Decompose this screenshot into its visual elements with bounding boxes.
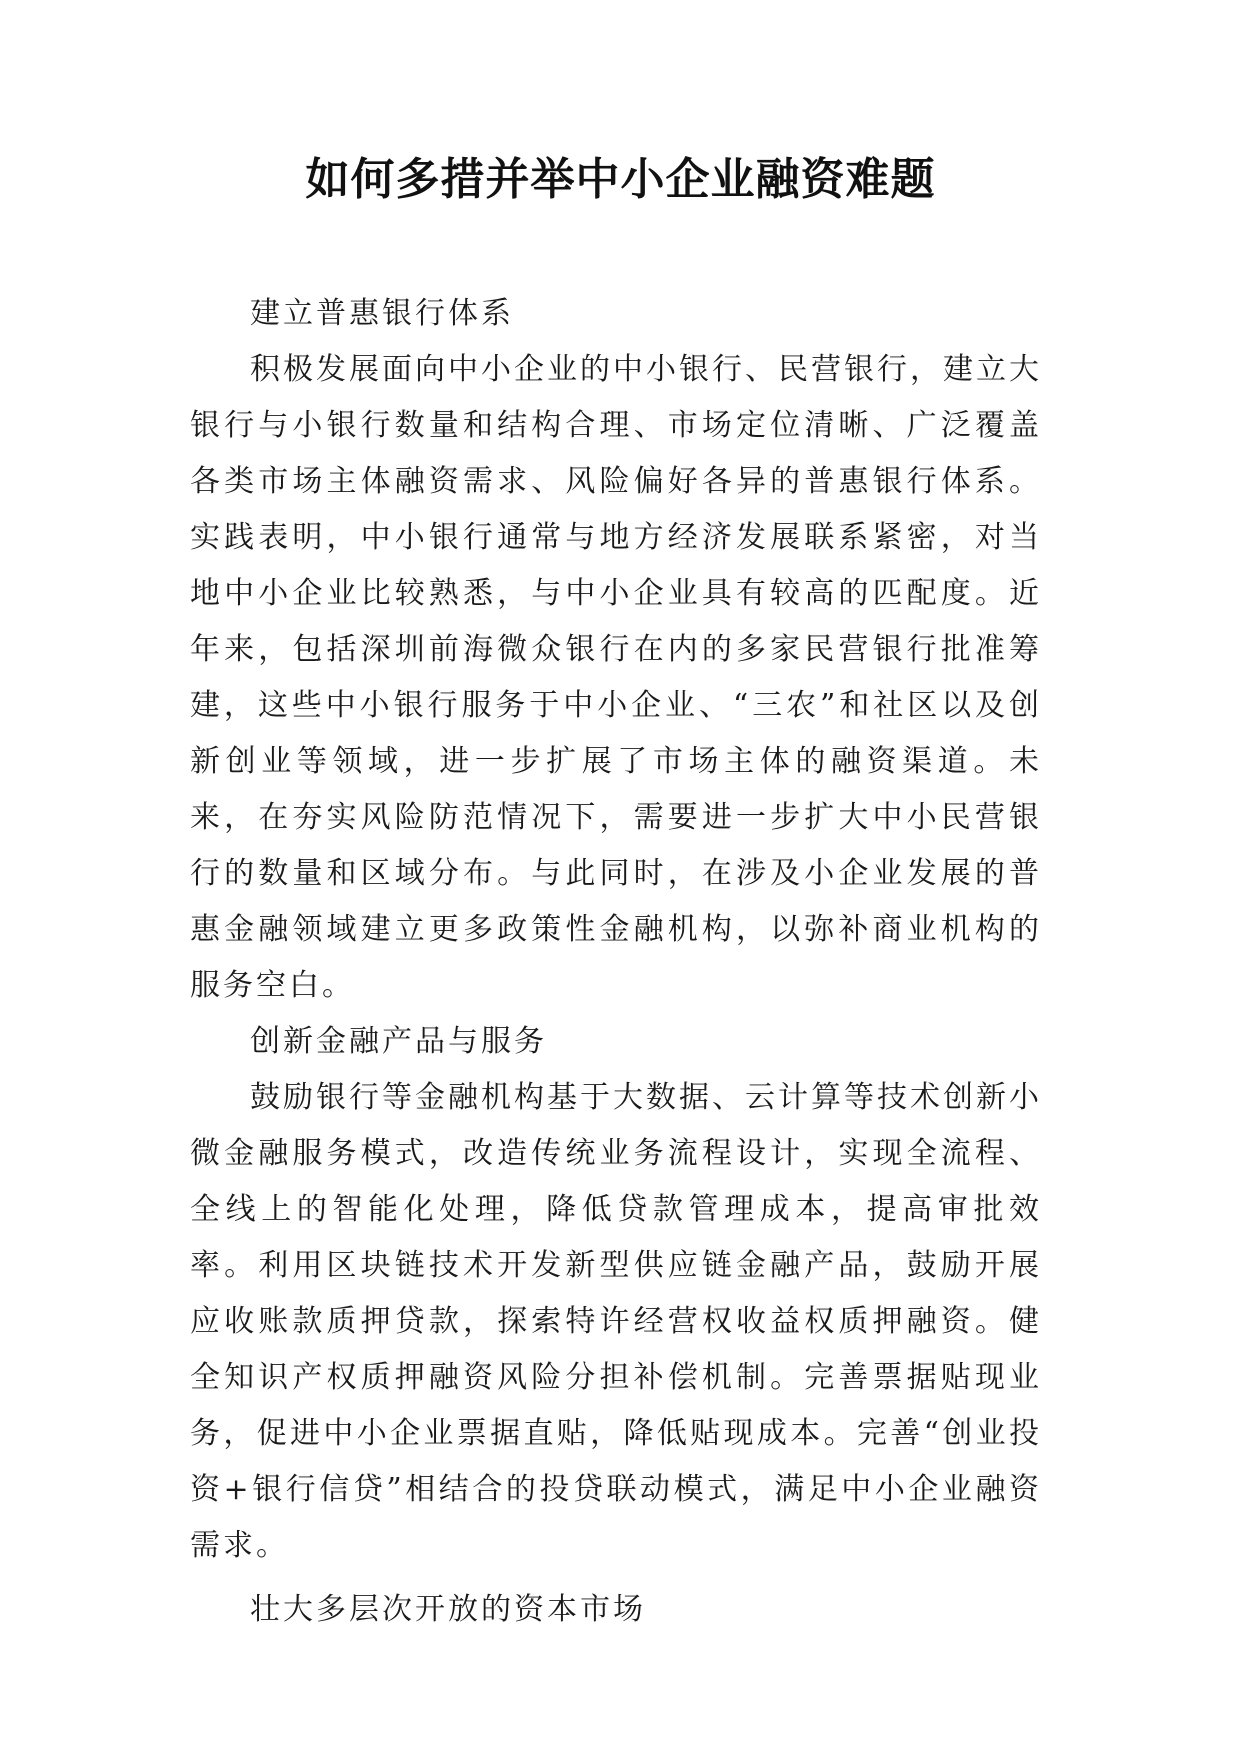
document-title: 如何多措并举中小企业融资难题 — [305, 154, 936, 205]
section-heading-2: 创新金融产品与服务 — [250, 1024, 547, 1059]
section-paragraph-1: 积极发展面向中小企业的中小银行、民营银行，建立大银行与小银行数量和结构合理、市场定位清晰、广泛覆盖各类市场主体融资需求、风险偏好各异的普惠银行体系。实践表明，中小银行通常与地方经济发展联系紧密，对当地中小企业比较熟悉，与中小企业具有较高的匹配度。近年来，包括深圳前海微众银行在内的多家民营银行批准筹建，这些中小银行服务于中小企业、“三农”和社区以及创新创业等领域，进一步扩展了市场主体的融资渠道。未来，在夯实风险防范情况下，需要进一步扩大中小民营银行的数量和区域分布。与此同时，在涉及小企业发展的普惠金融领域建立更多政策性金融机构，以弥补商业机构的服务空白。 — [190, 352, 1042, 1003]
section-spacer — [190, 1574, 1042, 1582]
document-body — [190, 286, 1042, 1638]
section-paragraph-2: 鼓励银行等金融机构基于大数据、云计算等技术创新小微金融服务模式，改造传统业务流程设计，实现全流程、全线上的智能化处理，降低贷款管理成本，提高审批效率。利用区块链技术开发新型供应链金融产品，鼓励开展应收账款质押贷款，探索特许经营权收益权质押融资。健全知识产权质押融资风险分担补偿机制。完善票据贴现业务，促进中小企业票据直贴，降低贴现成本。完善“创业投资+银行信贷”相结合的投贷联动模式，满足中小企业融资需求。 — [190, 1080, 1042, 1563]
section-heading-3: 壮大多层次开放的资本市场 — [250, 1592, 646, 1627]
section-heading-1: 建立普惠银行体系 — [250, 296, 514, 331]
